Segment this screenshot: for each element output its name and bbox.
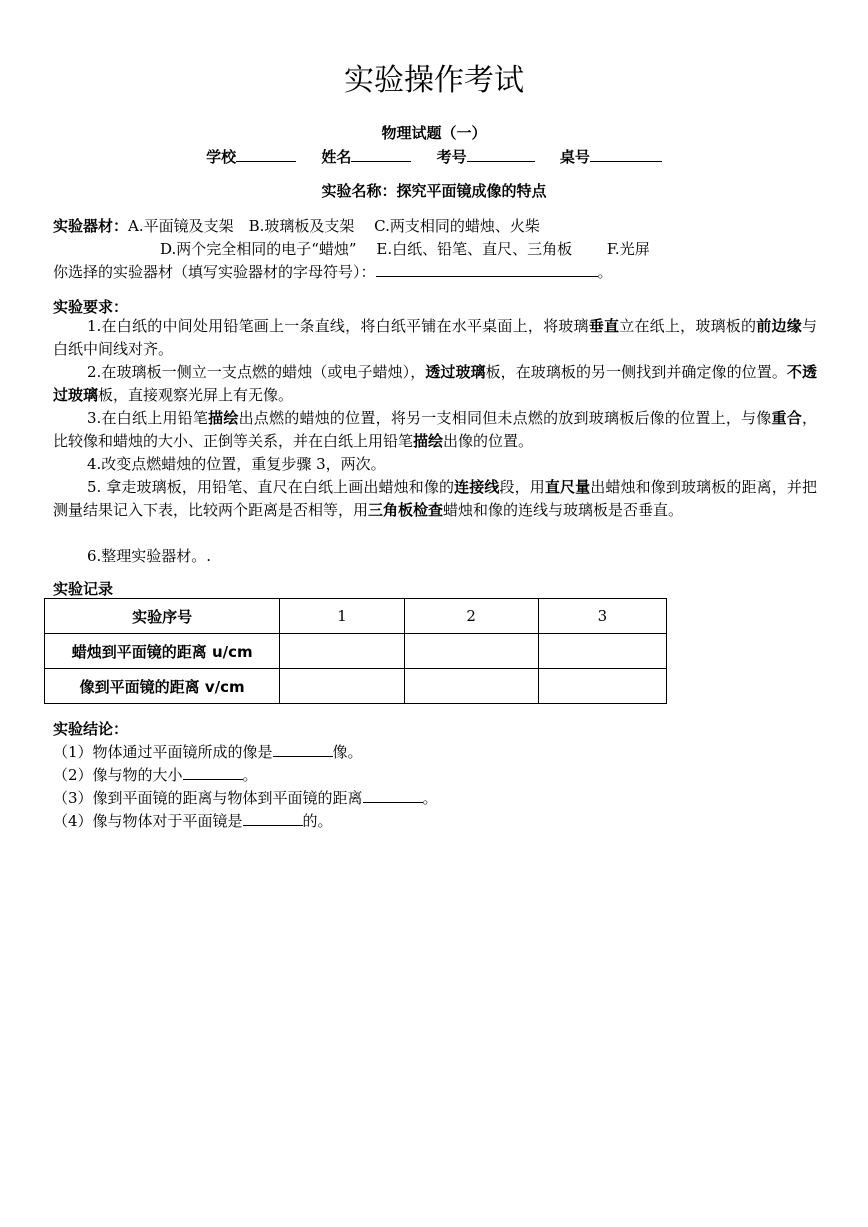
name-blank[interactable]: [351, 147, 411, 162]
table-cell[interactable]: [404, 634, 538, 669]
table-row: [45, 669, 667, 704]
page-title: 实验操作考试: [344, 63, 524, 98]
conclusion-item-3: （3）像到平面镜的距离与物体到平面镜的距离 。: [53, 789, 438, 807]
row-label-image-distance: 像到平面镜的距离 v/cm: [45, 669, 280, 704]
header-trial-3: 3: [538, 599, 666, 634]
desk-number-blank[interactable]: [590, 147, 662, 162]
requirement-step-2: 2.在玻璃板一侧立一支点燃的蜡烛（或电子蜡烛），透过玻璃板，在玻璃板的另一侧找到并确定像的位置。不透过玻璃板，直接观察光屏上有无像。: [53, 363, 817, 404]
record-table: [44, 598, 667, 704]
requirement-step-6: 6.整理实验器材。.: [87, 547, 212, 565]
header-trial-2: 2: [404, 599, 538, 634]
requirement-step-1: 1.在白纸的中间处用铅笔画上一条直线，将白纸平铺在水平桌面上，将玻璃垂直立在纸上，玻璃板的前边缘与白纸中间线对齐。: [53, 317, 817, 358]
conclusion-item-4: （4）像与物体对于平面镜是 的。: [53, 812, 333, 830]
requirement-step-3: 3.在白纸上用铅笔描绘出点燃的蜡烛的位置，将另一支相同但未点燃的放到玻璃板后像的位置上，与像重合，比较像和蜡烛的大小、正倒等关系，并在白纸上用铅笔描绘出像的位置。: [53, 409, 817, 450]
header-trial-1: 1: [280, 599, 404, 634]
header-trial-number: 实验序号: [45, 599, 280, 634]
conclusion-item-2: （2）像与物的大小 。: [53, 766, 258, 784]
table-cell[interactable]: [538, 669, 666, 704]
school-blank[interactable]: [236, 147, 296, 162]
paper-subtitle: 物理试题（一）: [381, 124, 487, 142]
table-header-row: [45, 599, 667, 634]
conclusion-blank-1[interactable]: [273, 743, 333, 757]
name-field: 姓名: [321, 146, 411, 167]
equipment-line-2: D.两个完全相同的电子“蜡烛” E.白纸、铅笔、直尺、三角板 F.光屏: [160, 240, 650, 258]
table-cell[interactable]: [404, 669, 538, 704]
requirements-label: 实验要求：: [53, 298, 129, 316]
table-cell[interactable]: [280, 634, 404, 669]
table-cell[interactable]: [538, 634, 666, 669]
table-row: [45, 634, 667, 669]
requirement-step-4: 4.改变点燃蜡烛的位置，重复步骤 3，两次。: [87, 455, 386, 473]
conclusion-blank-4[interactable]: [243, 812, 303, 826]
exam-number-blank[interactable]: [467, 147, 535, 162]
requirement-step-5: 5. 拿走玻璃板，用铅笔、直尺在白纸上画出蜡烛和像的连接线段，用直尺量出蜡烛和像到玻璃板的距离，并把测量结果记入下表，比较两个距离是否相等，用三角板检查蜡烛和像的连线与玻璃板是否垂直。: [53, 478, 817, 519]
equipment-line-1: 实验器材：A.平面镜及支架 B.玻璃板及支架 C.两支相同的蜡烛、火柴: [53, 217, 540, 235]
record-label: 实验记录: [53, 580, 114, 598]
student-info-fields: [0, 146, 868, 167]
equipment-choice-blank[interactable]: [376, 263, 598, 277]
conclusion-blank-2[interactable]: [183, 766, 243, 780]
conclusion-label: 实验结论：: [53, 720, 129, 738]
conclusion-item-1: （1）物体通过平面镜所成的像是 像。: [53, 743, 363, 761]
equipment-choice: 你选择的实验器材（填写实验器材的字母符号）： 。: [53, 263, 613, 281]
table-cell[interactable]: [280, 669, 404, 704]
equipment-label: 实验器材：: [53, 217, 129, 235]
experiment-name: 实验名称：探究平面镜成像的特点: [321, 182, 547, 200]
school-field: 学校: [206, 146, 296, 167]
exam-number-field: 考号: [437, 146, 535, 167]
desk-number-field: 桌号: [560, 146, 662, 167]
conclusion-blank-3[interactable]: [363, 789, 423, 803]
row-label-object-distance: 蜡烛到平面镜的距离 u/cm: [45, 634, 280, 669]
